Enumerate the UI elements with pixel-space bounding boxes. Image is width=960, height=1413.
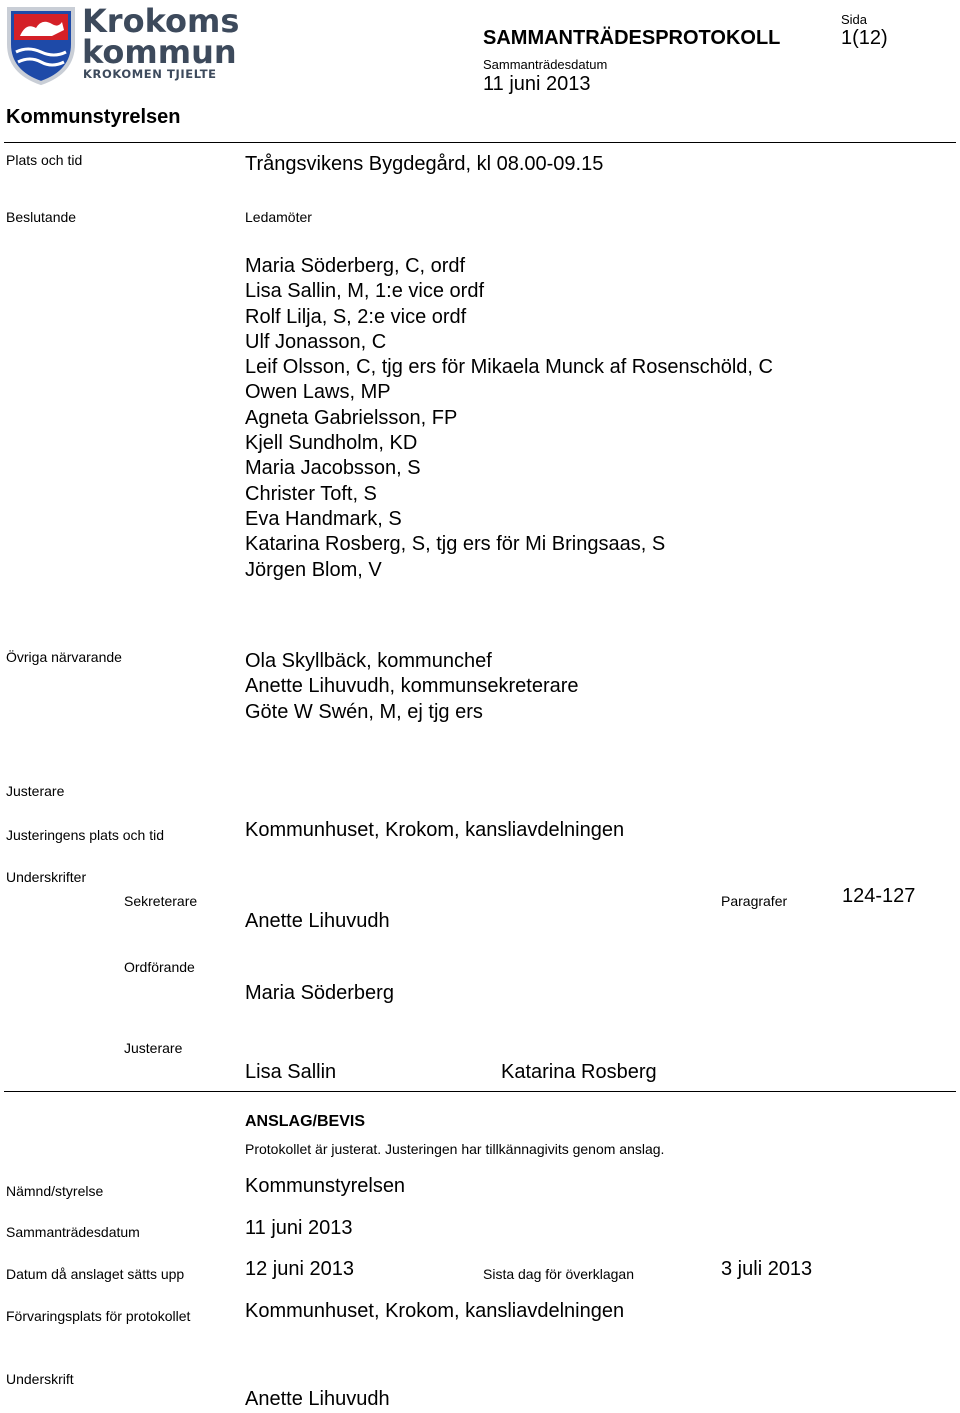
logo-name-line1: Krokoms (82, 2, 240, 40)
signature-label: Underskrift (6, 1371, 74, 1387)
list-item: Katarina Rosberg, S, tjg ers för Mi Bringsaas, S (245, 533, 666, 556)
adjustment-place-label: Justeringens plats och tid (6, 827, 164, 843)
list-item: Maria Söderberg, C, ordf (245, 255, 466, 277)
storage-label: Förvaringsplats för protokollet (6, 1308, 191, 1324)
paragraphs-label: Paragrafer (721, 893, 788, 909)
body-label: Nämnd/styrelse (6, 1183, 104, 1199)
list-item: Ulf Jonasson, C (245, 330, 387, 353)
members-sublabel: Ledamöter (245, 209, 312, 225)
place-value: Trångsvikens Bygdegård, kl 08.00-09.15 (245, 153, 604, 175)
notice-date-value: 11 juni 2013 (245, 1217, 353, 1239)
list-item: Kjell Sundholm, KD (245, 432, 418, 455)
signature-value: Anette Lihuvudh (245, 1388, 390, 1410)
list-item: Eva Handmark, S (245, 507, 402, 530)
appeal-deadline-label: Sista dag för överklagan (483, 1266, 634, 1282)
chair-label: Ordförande (124, 959, 195, 975)
storage-value: Kommunhuset, Krokom, kansliavdelningen (245, 1300, 625, 1322)
signature-divider (4, 1091, 956, 1092)
members-list (245, 254, 773, 583)
posted-date-label: Datum då anslaget sätts upp (6, 1266, 185, 1282)
list-item: Anette Lihuvudh, kommunsekreterare (245, 675, 579, 698)
adjuster-1-name: Lisa Sallin (245, 1061, 337, 1083)
list-item: Rolf Lilja, S, 2:e vice ordf (245, 305, 467, 328)
adjuster-2-name: Katarina Rosberg (501, 1061, 657, 1083)
coat-of-arms-icon (6, 6, 76, 86)
appeal-deadline-value: 3 juli 2013 (721, 1258, 813, 1280)
notice-text: Protokollet är justerat. Justeringen har tillkännagivits genom anslag. (245, 1141, 665, 1157)
list-item: Agneta Gabrielsson, FP (245, 406, 458, 429)
meeting-date: 11 juni 2013 (483, 73, 591, 95)
list-item: Owen Laws, MP (245, 381, 391, 404)
adjusters-label: Justerare (6, 783, 65, 799)
page-number: 1(12) (841, 27, 888, 49)
notice-title: ANSLAG/BEVIS (245, 1113, 366, 1130)
paragraphs-value: 124-127 (842, 885, 916, 907)
notice-date-label: Sammanträdesdatum (6, 1224, 140, 1240)
logo-name-line2: kommun (82, 33, 237, 71)
signatures-label: Underskrifter (6, 869, 87, 885)
place-label: Plats och tid (6, 152, 83, 168)
list-item: Lisa Sallin, M, 1:e vice ordf (245, 280, 484, 303)
list-item: Christer Toft, S (245, 482, 377, 505)
posted-date-value: 12 juni 2013 (245, 1258, 354, 1280)
list-item: Ola Skyllbäck, kommunchef (245, 650, 492, 672)
document-title: SAMMANTRÄDESPROTOKOLL (483, 27, 781, 49)
page-label: Sida (841, 12, 868, 27)
list-item: Leif Olsson, C, tjg ers för Mikaela Munck af Rosenschöld, C (245, 356, 773, 379)
others-label: Övriga närvarande (6, 649, 122, 665)
meeting-date-label: Sammanträdesdatum (483, 57, 608, 72)
adjustment-place-value: Kommunhuset, Krokom, kansliavdelningen (245, 819, 625, 841)
chair-name: Maria Söderberg (245, 982, 394, 1004)
committee-name: Kommunstyrelsen (6, 106, 181, 128)
list-item: Maria Jacobsson, S (245, 457, 421, 480)
signing-adjuster-label: Justerare (124, 1040, 183, 1056)
secretary-label: Sekreterare (124, 893, 198, 909)
list-item: Göte W Swén, M, ej tjg ers (245, 700, 483, 723)
secretary-name: Anette Lihuvudh (245, 910, 390, 932)
list-item: Jörgen Blom, V (245, 558, 382, 581)
body-value: Kommunstyrelsen (245, 1175, 406, 1197)
header-divider (4, 142, 956, 143)
logo-tagline: KROKOMEN TJIELTE (83, 67, 217, 81)
deciding-label: Beslutande (6, 209, 77, 225)
others-list (245, 649, 579, 725)
